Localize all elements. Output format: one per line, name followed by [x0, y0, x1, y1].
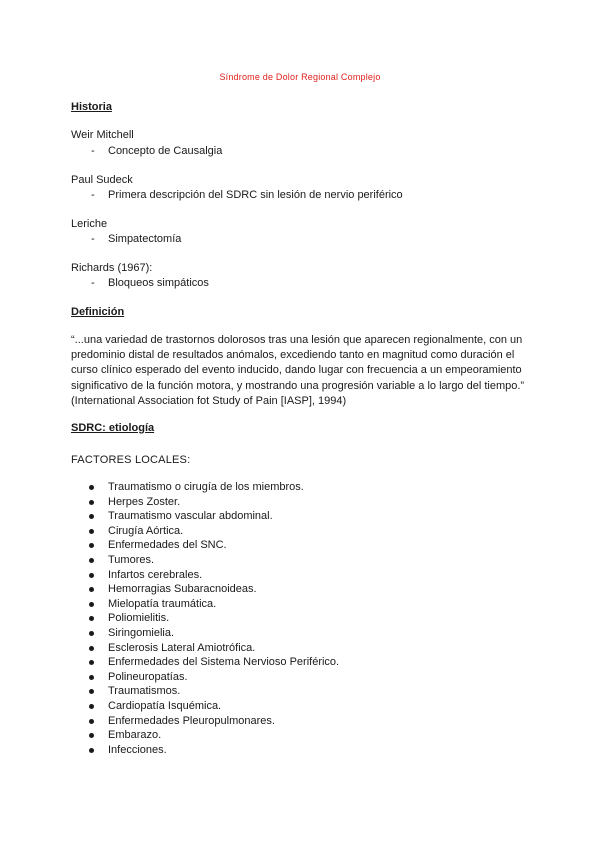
bullet-icon [89, 616, 94, 621]
list-item-text: Poliomielitis. [108, 612, 170, 625]
bullet-icon [89, 529, 94, 534]
list-item-text: Enfermedades Pleuropulmonares. [108, 714, 275, 727]
list-item [0, 597, 339, 612]
bullet-icon [89, 748, 94, 753]
document-title: Síndrome de Dolor Regional Complejo [219, 72, 381, 82]
bullet-icon [89, 689, 94, 694]
historia-name-2: Leriche [71, 218, 108, 230]
list-item [0, 714, 339, 729]
section-heading-etiologia: SDRC: etiología [71, 422, 155, 434]
bullet-icon [89, 573, 94, 578]
list-item [0, 553, 339, 568]
list-item-text: Tumores. [108, 553, 155, 566]
list-item [0, 495, 339, 510]
historia-detail-1: Primera descripción del SDRC sin lesión de nervio periférico [108, 189, 403, 201]
list-item-text: Hemorragias Subaracnoideas. [108, 583, 257, 596]
list-item-text: Cirugía Aórtica. [108, 524, 184, 537]
bullet-icon [89, 660, 94, 665]
list-item-text: Infartos cerebrales. [108, 568, 203, 581]
list-item-text: Siringomielia. [108, 626, 175, 639]
dash-marker: - [91, 145, 95, 157]
list-item [0, 480, 339, 495]
historia-detail-line-1 [91, 189, 403, 201]
list-item-text: Traumatismo vascular abdominal. [108, 510, 273, 523]
list-item [0, 611, 339, 626]
list-item [0, 568, 339, 583]
list-item-text: Cardiopatía Isquémica. [108, 699, 222, 712]
list-item [0, 538, 339, 553]
list-item-text: Herpes Zoster. [108, 495, 181, 508]
bullet-icon [89, 587, 94, 592]
bullet-icon [89, 485, 94, 490]
section-heading-definicion: Definición [71, 306, 125, 318]
bullet-icon [89, 704, 94, 709]
bullet-icon [89, 719, 94, 724]
list-item-text: Traumatismos. [108, 685, 181, 698]
list-item [0, 641, 339, 656]
historia-name-1: Paul Sudeck [71, 174, 133, 186]
list-item [0, 524, 339, 539]
list-item-text: Infecciones. [108, 743, 167, 756]
bullet-icon [89, 646, 94, 651]
historia-detail-line-0 [91, 145, 222, 157]
historia-detail-0: Concepto de Causalgia [108, 145, 223, 157]
bullet-icon [89, 733, 94, 738]
list-item [0, 655, 339, 670]
dash-marker: - [91, 189, 95, 201]
list-item-text: Mielopatía traumática. [108, 597, 217, 610]
list-item-text: Enfermedades del Sistema Nervioso Periférico. [108, 656, 340, 669]
list-item [0, 509, 339, 524]
historia-name-0: Weir Mitchell [71, 129, 134, 141]
list-item [0, 626, 339, 641]
list-item [0, 582, 339, 597]
dash-marker: - [91, 233, 95, 245]
bullet-icon [89, 631, 94, 636]
list-item [0, 728, 339, 743]
etiology-list [0, 480, 339, 757]
list-item-text: Traumatismo o cirugía de los miembros. [108, 481, 304, 493]
historia-detail-2: Simpatectomía [108, 233, 182, 245]
list-item [0, 684, 339, 699]
list-item [0, 699, 339, 714]
bullet-icon [89, 675, 94, 680]
historia-detail-line-2 [91, 233, 181, 245]
historia-detail-line-3 [91, 277, 209, 289]
bullet-icon [89, 602, 94, 607]
bullet-icon [89, 514, 94, 519]
section-heading-historia: Historia [71, 101, 112, 113]
historia-name-3: Richards (1967): [71, 262, 153, 274]
bullet-icon [89, 500, 94, 505]
bullet-icon [89, 543, 94, 548]
list-item [0, 743, 339, 758]
dash-marker: - [91, 277, 95, 289]
bullet-icon [89, 558, 94, 563]
list-item-text: Polineuropatías. [108, 670, 188, 683]
list-item-text: Embarazo. [108, 729, 162, 742]
subheading-factores-locales: FACTORES LOCALES: [71, 454, 191, 466]
list-item-text: Enfermedades del SNC. [108, 539, 227, 552]
definition-paragraph: “...una variedad de trastornos dolorosos tras una lesión que aparecen regionalmente, con un predominio distal de resultados anómalos, excediendo tanto en magnitud como duración el curso clínico esperado del evento inducido, dando lugar con frecuencia a un empeoramiento significativo de la función motora, y mostrando una progresión variable a lo largo del tiempo.” (International Association fot Study of Pain [IASP], 1994) [71, 334, 525, 407]
historia-detail-3: Bloqueos simpáticos [108, 277, 209, 289]
list-item-text: Esclerosis Lateral Amiotrófica. [108, 641, 256, 654]
list-item [0, 670, 339, 685]
